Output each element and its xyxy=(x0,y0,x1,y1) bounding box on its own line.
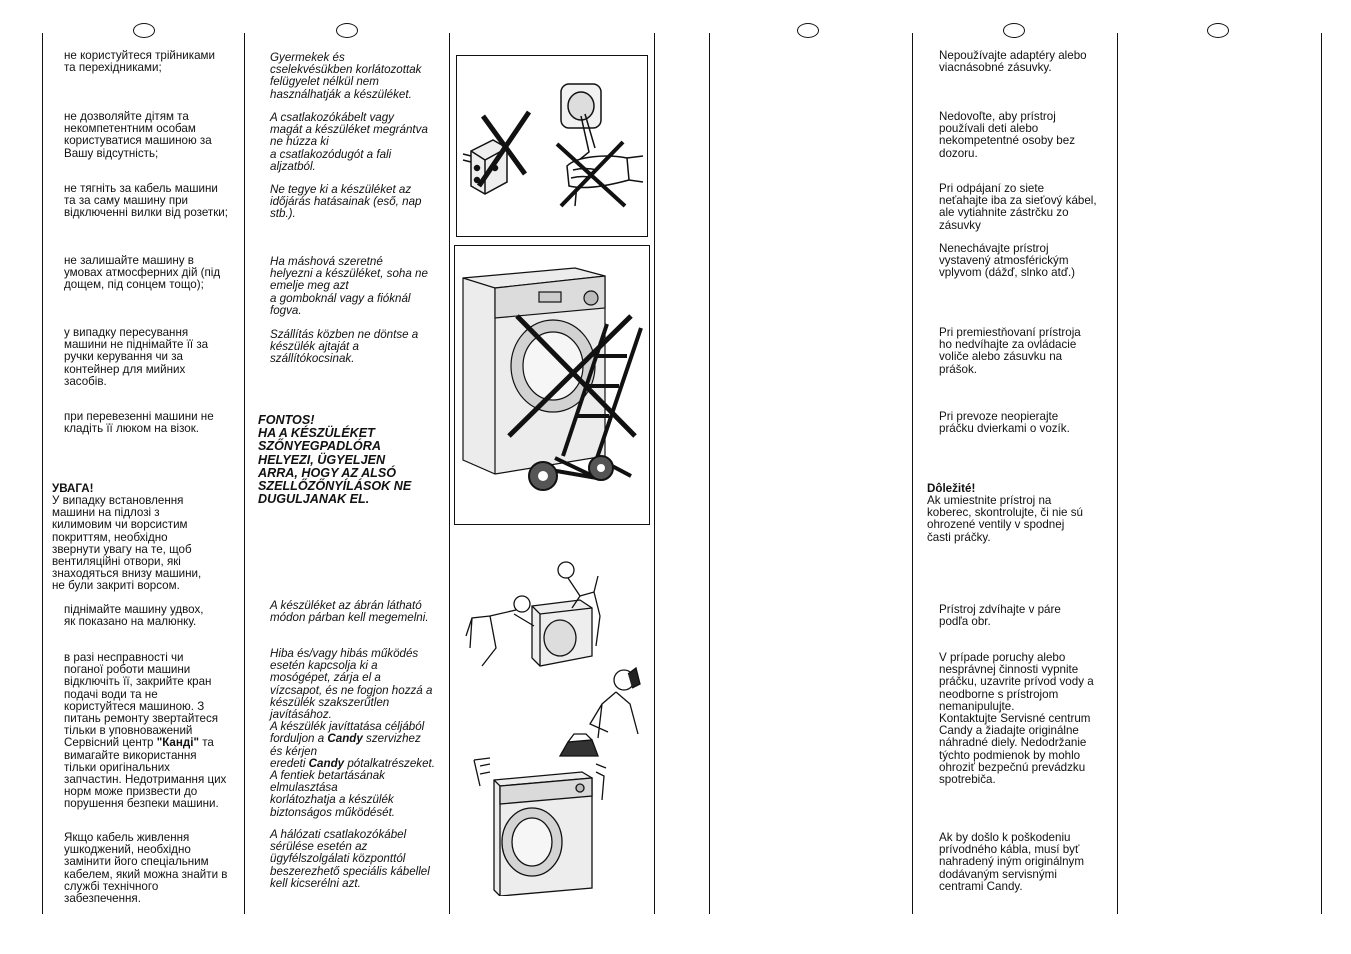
sk-paragraph-adapters: Nepoužívajte adaptéry alebo viacnásobné zásuvky. xyxy=(939,49,1087,75)
hu-paragraph-fault xyxy=(258,648,444,819)
sk-important-title: Dôležité! xyxy=(927,482,976,495)
hu-paragraph-moving: Ha máshová szeretné helyezni a készüléket, soha ne emelje meg azt a gomboknál vagy a fióknál fogva. xyxy=(270,255,428,317)
sk-paragraph-weather: Nenechávajte prístroj vystavený atmosférickým vplyvom (dážď, slnko atď.) xyxy=(939,242,1076,280)
uk-paragraph-adapters: не користуйтеся трійниками та перехідниками; xyxy=(64,49,215,75)
uk-brand-name: "Канді" xyxy=(156,736,199,750)
language-marker-oval xyxy=(1207,23,1229,38)
hu-fault-text-end: pótalkatrészeket. A fentiek betartásának elmulasztása korlátozhatja a készülék biztonságos működését. xyxy=(270,756,435,819)
uk-paragraph-transport: при перевезенні машини не кладіть її люком на візок. xyxy=(64,410,214,436)
column-divider xyxy=(449,33,450,914)
column-divider xyxy=(1117,33,1118,914)
sk-paragraph-transport: Pri prevoze neopierajte práčku dvierkami o vozík. xyxy=(939,410,1070,436)
washer-on-trolley-illustration xyxy=(455,246,649,524)
illustration-phone xyxy=(558,664,648,764)
hu-paragraph-cable: A csatlakozókábelt vagy magát a készüléket megrántva ne húzza ki a csatlakozódugót a fali aljzatból. xyxy=(270,111,428,173)
two-people-lifting-illustration xyxy=(460,556,606,672)
hu-brand-name: Candy xyxy=(327,732,363,746)
adapter-and-plug-illustration xyxy=(457,56,647,236)
hu-fault-text-cont: szervizhez és kérjen eredeti xyxy=(270,732,421,770)
uk-paragraph-weather: не залишайте машину в умовах атмосферних дій (під дощем, під сонцем тощо); xyxy=(64,254,221,292)
column-divider xyxy=(1321,33,1322,914)
sk-paragraph-lift: Prístroj zdvíhajte v páre podľa obr. xyxy=(939,603,1061,629)
hu-paragraph-power-cable: A hálózati csatlakozókábel sérülése esetén az ügyfélszolgálati központtól beszerezhető speciális kábellel kell kicserélni azt. xyxy=(270,828,430,890)
sk-paragraph-fault: V prípade poruchy alebo nesprávnej činnosti vypnite práčku, uzavrite prívod vody a neodborne s prístrojom nemanipulujte. Kontaktujte Servisné centrum Candy a žiadajte originálne náhradné diely. Nedodržanie týchto podmienok by mohlo ohroziť bezpečnú prevádzku spotrebiča. xyxy=(939,651,1094,787)
hu-paragraph-weather: Ne tegye ki a készüléket az időjárás hatásainak (eső, nap stb.). xyxy=(270,183,422,221)
column-divider xyxy=(709,33,710,914)
illustration-lifting xyxy=(460,556,606,672)
slovak-column xyxy=(927,0,1113,954)
column-divider xyxy=(244,33,245,914)
washing-machine-illustration xyxy=(470,756,610,896)
hu-paragraph-transport: Szállítás közben ne döntse a készülék ajtaját a szállítókocsinak. xyxy=(270,328,419,366)
uk-paragraph-power-cable: Якщо кабель живлення ушкоджений, необхідно замінити його спеціальним кабелем, який можна знайти в службі технічного забезпечення. xyxy=(64,831,228,906)
uk-paragraph-cable: не тягніть за кабель машини та за саму машину при відключенні вилки від розетки; xyxy=(64,182,228,220)
sk-paragraph-children: Nedovoľte, aby prístroj používali deti alebo nekompetentné osoby bez dozoru. xyxy=(939,110,1076,160)
hu-important-notice: FONTOS! HA A KÉSZÜLÉKET SZŐNYEGPADLÓRA HELYEZI, ÜGYELJEN ARRA, HOGY AZ ALSÓ SZELLŐZŐNYÍLÁSOK NE DUGULJANAK EL. xyxy=(258,413,412,507)
sk-paragraph-moving: Pri premiestňovaní prístroja ho nedvíhajte za ovládacie voliče alebo zásuvku na prášok. xyxy=(939,326,1081,376)
uk-paragraph-children: не дозволяйте дітям та некомпетентним особам користуватися машиною за Вашу відсутність; xyxy=(64,110,212,160)
language-marker-oval xyxy=(797,23,819,38)
hu-brand-name: Candy xyxy=(308,756,345,770)
illustration-trolley-frame xyxy=(454,245,650,525)
uk-paragraph-lift: піднімайте машину удвох, як показано на малюнку. xyxy=(64,603,204,629)
hu-fault-text: Hiba és/vagy hibás működés esetén kapcsolja ki a mosógépet, zárja el a vízcsapot, és ne fogjon hozzá a készülék szakszerűtlen javításához. A készülék javíttatása céljából forduljon a xyxy=(270,647,433,746)
hu-paragraph-lift: A készüléket az ábrán látható módon párban kell megemelni. xyxy=(270,599,429,625)
uk-paragraph-fault xyxy=(52,652,242,811)
column-divider xyxy=(654,33,655,914)
uk-fault-text-cont: та вимагайте використання тільки оригінальних запчастин. Недотримання цих норм може призвести до порушення безпеки машини. xyxy=(64,736,227,811)
ukrainian-column xyxy=(52,0,242,954)
column-divider xyxy=(42,33,43,914)
uk-fault-text: в разі несправності чи поганої роботи машини відключіть її, закрийте кран подачі води та не користуйтеся машиною. З питань ремонту звертайтеся тільки в уповноважений Сервісний центр xyxy=(64,651,219,750)
illustration-washer xyxy=(470,756,610,896)
hungarian-column xyxy=(258,0,444,954)
sk-important-body: Ak umiestnite prístroj na koberec, skontrolujte, či nie sú ohrozené ventily v spodnej časti práčky. xyxy=(927,494,1083,544)
column-divider xyxy=(912,33,913,914)
sk-paragraph-power-cable: Ak by došlo k poškodeniu prívodného kábla, musí byť nahradený iným originálnym dodávaným servisnými centrami Candy. xyxy=(939,831,1084,893)
illustration-adapter-plug-frame xyxy=(456,55,648,237)
hu-paragraph-children: Gyermekek és cselekvésükben korlátozottak felügyelet nélkül nem használhatják a készüléket. xyxy=(270,51,422,101)
uk-warning-body: У випадку встановлення машини на підлозі з килимовим чи ворсистим покриттям, необхідно звернути увагу на те, щоб вентиляційні отвори, які знаходяться внизу машини, не були закриті ворсом. xyxy=(52,494,202,593)
uk-warning-title: УВАГА! xyxy=(52,482,94,495)
uk-paragraph-moving: у випадку пересування машини не піднімайте її за ручки керування чи за контейнер для мийних засобів. xyxy=(64,326,209,388)
sk-paragraph-cable: Pri odpájaní zo siete neťahajte iba za sieťový kábel, ale vytiahnite zástrčku zo zásuvky xyxy=(939,182,1097,232)
person-on-phone-illustration xyxy=(558,664,648,764)
